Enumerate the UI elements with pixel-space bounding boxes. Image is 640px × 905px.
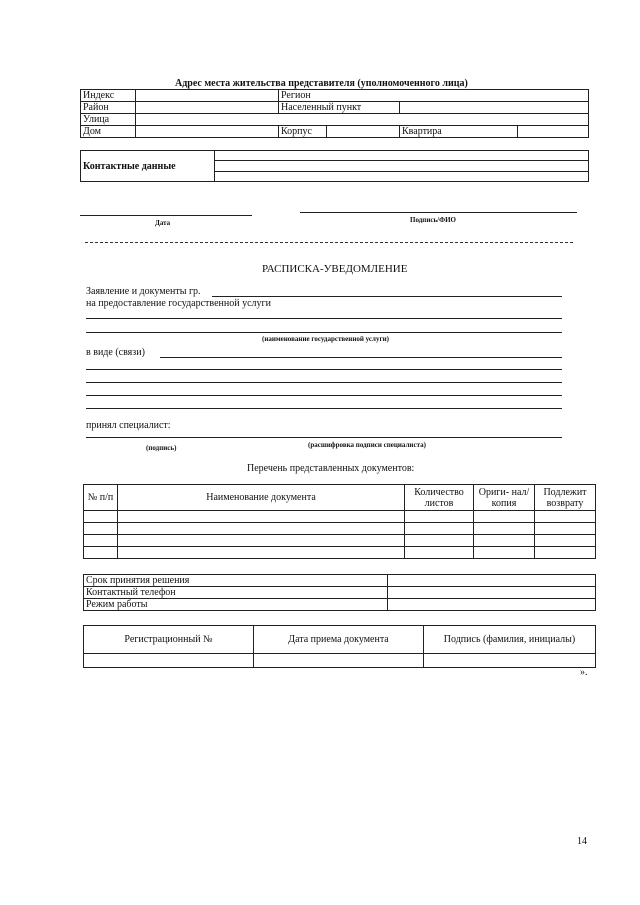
connection-label: в виде (связи) <box>86 347 145 358</box>
accepted-label: принял специалист: <box>86 420 171 431</box>
closing-mark: ». <box>580 667 588 678</box>
info-table <box>83 574 596 611</box>
work-schedule-label: Режим работы <box>84 599 388 611</box>
service-label: на предоставление государственной услуги <box>86 298 271 309</box>
locality-label: Населенный пункт <box>279 102 400 114</box>
date-line <box>80 215 252 216</box>
service-caption: (наименование государственной услуги) <box>262 335 389 343</box>
district-label: Район <box>81 102 136 114</box>
building-label: Корпус <box>279 126 327 138</box>
table-row <box>84 523 596 535</box>
contacts-value <box>215 171 589 181</box>
page-number: 14 <box>577 836 587 847</box>
reg-number-header: Регистрационный № <box>84 626 254 654</box>
documents-list-title: Перечень представленных документов: <box>247 463 415 474</box>
service-line <box>86 318 562 319</box>
decode-caption: (расшифровка подписи специалиста) <box>308 441 426 449</box>
header-number: № п/п <box>84 485 118 511</box>
apartment-label: Квартира <box>400 126 518 138</box>
contact-phone-label: Контактный телефон <box>84 587 388 599</box>
documents-table <box>83 484 596 559</box>
connection-line <box>86 382 562 383</box>
cut-line <box>85 242 573 243</box>
accepted-line <box>86 437 562 438</box>
decision-term-label: Срок принятия решения <box>84 575 388 587</box>
index-value <box>136 90 279 102</box>
date-caption: Дата <box>155 219 171 227</box>
region-label: Регион <box>279 90 589 102</box>
registration-table <box>83 625 596 668</box>
connection-line <box>86 369 562 370</box>
applicant-label: Заявление и документы гр. <box>86 286 201 297</box>
table-row <box>84 547 596 559</box>
header-sheet-count: Количество листов <box>405 485 474 511</box>
contacts-value <box>215 161 589 171</box>
street-label: Улица <box>81 114 136 126</box>
connection-line <box>86 408 562 409</box>
contacts-label: Контактные данные <box>81 151 215 182</box>
contacts-table <box>80 150 589 182</box>
service-line <box>86 332 562 333</box>
signature-sub-caption: (подпись) <box>146 444 177 452</box>
district-value <box>136 102 279 114</box>
index-label: Индекс <box>81 90 136 102</box>
street-value <box>136 114 589 126</box>
signature-caption: Подпись/ФИО <box>410 216 457 224</box>
apartment-value <box>518 126 589 138</box>
contacts-value <box>215 151 589 161</box>
receipt-title: РАСПИСКА-УВЕДОМЛЕНИЕ <box>262 263 408 275</box>
table-row <box>84 535 596 547</box>
reg-signature-header: Подпись (фамилия, инициалы) <box>424 626 596 654</box>
header-doc-name: Наименование документа <box>118 485 405 511</box>
locality-value <box>400 102 589 114</box>
table-row <box>84 511 596 523</box>
address-title: Адрес места жительства представителя (уполномоченного лица) <box>175 78 468 89</box>
header-original-copy: Ориги- нал/копия <box>474 485 535 511</box>
table-row <box>84 654 596 668</box>
signature-line <box>300 212 577 213</box>
connection-line <box>160 357 562 358</box>
connection-line <box>86 395 562 396</box>
address-table <box>80 89 589 138</box>
house-label: Дом <box>81 126 136 138</box>
building-value <box>327 126 400 138</box>
header-return: Подлежит возврату <box>535 485 596 511</box>
reg-date-header: Дата приема документа <box>254 626 424 654</box>
house-value <box>136 126 279 138</box>
applicant-line <box>212 296 562 297</box>
